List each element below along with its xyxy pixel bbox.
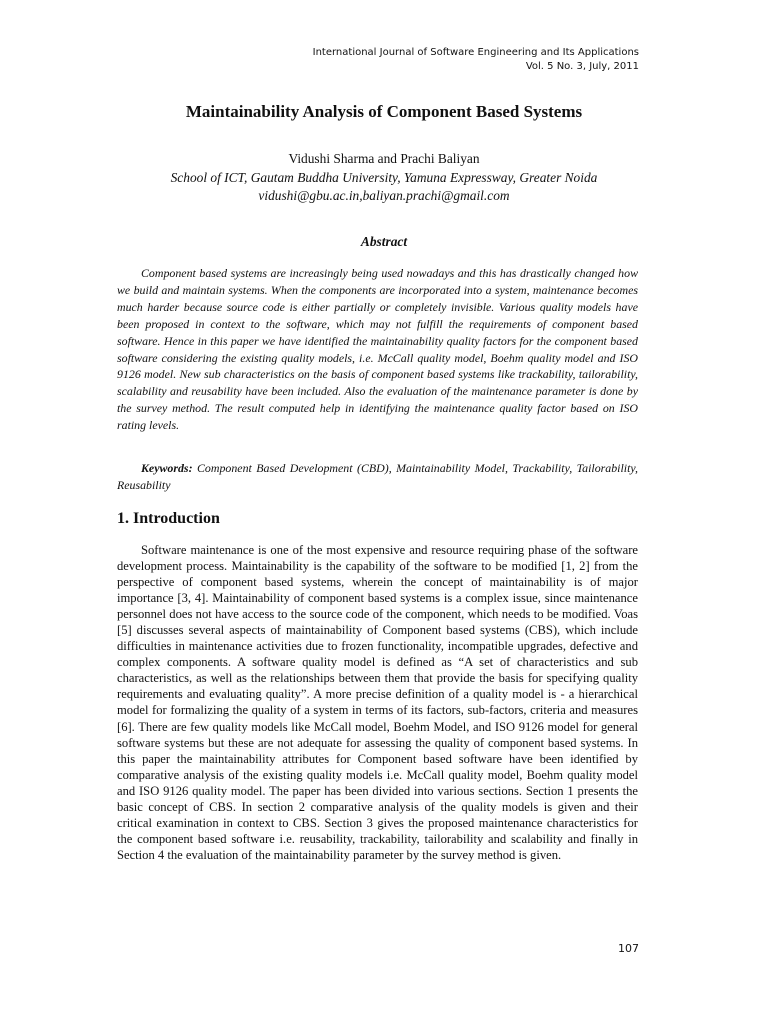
author-affiliation: School of ICT, Gautam Buddha University, Yamuna Expressway, Greater Noida — [170, 169, 598, 185]
author-names: Vidushi Sharma and Prachi Baliyan — [288, 151, 480, 166]
abstract-heading: Abstract — [360, 234, 408, 249]
section-heading-introduction: 1. Introduction — [117, 510, 220, 527]
journal-header — [313, 46, 639, 74]
keywords-text: Component Based Development (CBD), Maintainability Model, Trackability, Tailorability, Reusability — [117, 461, 638, 492]
keywords-paragraph — [117, 460, 638, 494]
page-number: 107 — [618, 942, 639, 955]
abstract-text: Component based systems are increasingly being used nowadays and this has drastically changed how we build and maintain systems. When the components are incorporated into a system, maintenance becomes much harder because source code is either partially or completely invisible. Various quality models have been proposed in context to the software, which may not fulfill the requirements of component based software. Hence in this paper we have identified the maintainability quality factors for the component based software considering the existing quality models, i.e. McCall quality model, Boehm quality model and ISO 9126 model. New sub characteristics on the basis of component based systems like trackability, tailorability, scalability and reusability have been included. Also the evaluation of the maintenance parameter is done by the survey method. The result computed help in identifying the maintenance quality factor based on ISO rating levels. — [117, 266, 638, 433]
journal-name: International Journal of Software Engineering and Its Applications — [312, 47, 639, 58]
journal-volume: Vol. 5 No. 3, July, 2011 — [525, 61, 639, 72]
author-email: vidushi@gbu.ac.in,baliyan.prachi@gmail.com — [258, 188, 510, 203]
paper-title: Maintainability Analysis of Component Based Systems — [185, 102, 583, 121]
keywords-label: Keywords: — [141, 461, 193, 475]
author-block — [0, 150, 768, 206]
introduction-text: Software maintenance is one of the most expensive and resource requiring phase of the software development process. Maintainability is the capability of the software to be modified [1, 2] from the perspective of component based systems, wherein the concept of maintainability is of major importance [3, 4]. Maintainability of component based systems is a complex issue, since maintenance personnel does not have access to the source code of the component, which needs to be modified. Voas [5] discusses several aspects of maintainability of Component based systems (CBS), which include difficulties in maintenance activities due to frozen functionality, incompatible upgrades, defective and complex components. A software quality model is defined as “A set of characteristics and sub characteristics, as well as the relationships between them that provide the basis for specifying quality requirements and evaluating quality”. A more precise definition of a quality model is - a hierarchical model for formalizing the quality of a system in terms of its factors, sub-factors, criteria and measures [6]. There are few quality models like McCall model, Boehm Model, and ISO 9126 model for general software systems but these are not adequate for assessing the quality of component based systems. In this paper the maintainability attributes for Component based software have been identified by comparative analysis of the existing quality models i.e. McCall quality model, Boehm quality model and ISO 9126 quality model. The paper has been divided into various sections. Section 1 presents the basic concept of CBS. In section 2 comparative analysis of the quality models is given and their critical examination in context to CBS. Section 3 gives the proposed maintenance characteristics for the component based software i.e. reusability, trackability, tailorability and scalability and finally in Section 4 the evaluation of the maintainability parameter by the survey method is given. — [117, 543, 638, 862]
